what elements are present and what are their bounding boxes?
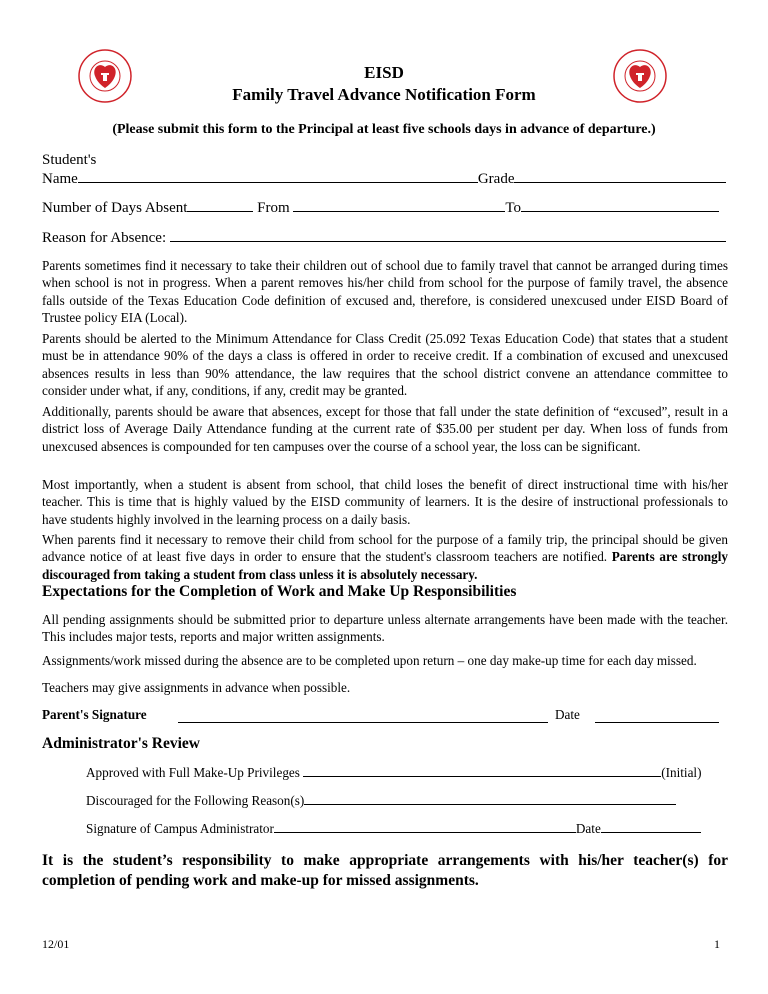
student-name-label: Name bbox=[42, 171, 78, 187]
expectation-advance-assignments: Teachers may give assignments in advance when possible. bbox=[42, 680, 351, 695]
paragraph-instructional-time: Most importantly, when a student is absent from school, that child loses the benefit of direct instructional time with his/her teacher. This is time that is highly valued by the EISD community of learners. It is the desire of instructional professionals to have students highly involved in the learning process on a daily basis. bbox=[42, 477, 728, 527]
approved-label: Approved with Full Make-Up Privileges bbox=[86, 765, 300, 780]
discouraged-label: Discouraged for the Following Reason(s) bbox=[86, 793, 305, 808]
advance-notice-text: When parents find it necessary to remove their child from school for the purpose of a family trip, the principal should be given advance notice of at least five days in order to ensure that the student's classroom teachers are notified. bbox=[42, 532, 728, 565]
reason-row bbox=[42, 227, 732, 248]
grade-label: Grade bbox=[477, 171, 515, 187]
parent-date-field[interactable] bbox=[595, 722, 719, 723]
campus-admin-signature-field[interactable] bbox=[274, 820, 576, 833]
student-name-field[interactable] bbox=[78, 168, 478, 183]
student-label-1: Student's bbox=[42, 152, 97, 168]
advance-notice-bold: Parents are strongly discouraged from taking a student from class unless it is absolutely necessary. bbox=[42, 549, 728, 582]
form-subtitle: (Please submit this form to the Principal at least five schools days in advance of departure.) bbox=[112, 122, 656, 137]
footer-date-code: 12/01 bbox=[42, 937, 70, 951]
campus-admin-date-field[interactable] bbox=[601, 820, 701, 833]
campus-admin-row bbox=[86, 820, 726, 837]
expectation-missed-work: Assignments/work missed during the absence are to be completed upon return – one day make-up time for each day missed. bbox=[42, 653, 697, 668]
reason-field[interactable] bbox=[170, 227, 726, 242]
form-title bbox=[0, 62, 768, 106]
days-absent-label: Number of Days Absent bbox=[42, 200, 188, 216]
paragraph-family-travel: Parents sometimes find it necessary to take their children out of school due to family travel that cannot be arranged during times when school is not in progress. When a parent removes his/her child from school for the purpose of family travel, the absence falls outside of the Texas Education Code definition of excused and, therefore, is considered unexcused under EISD Board of Trustee policy EIA (Local). bbox=[42, 258, 728, 325]
campus-admin-label: Signature of Campus Administrator bbox=[86, 821, 274, 836]
days-absent-field[interactable] bbox=[187, 197, 253, 212]
grade-field[interactable] bbox=[514, 168, 726, 183]
student-name-row bbox=[42, 168, 732, 189]
title-line-2: Family Travel Advance Notification Form bbox=[232, 85, 536, 104]
parent-date-label: Date bbox=[555, 707, 580, 722]
discouraged-row bbox=[86, 792, 726, 809]
title-line-1: EISD bbox=[364, 63, 404, 82]
discouraged-reason-field[interactable] bbox=[304, 792, 676, 805]
paragraph-advance-notice bbox=[42, 531, 728, 583]
page-number: 1 bbox=[714, 937, 720, 951]
paragraph-funding-loss: Additionally, parents should be aware that absences, except for those that fall under the state definition of “excused”, result in a district loss of Average Daily Attendance funding at the current rate of $35.00 per student per day. When loss of funds from unexcused absences is compounded for ten campuses over the course of a school year, the loss can be significant. bbox=[42, 404, 728, 454]
parent-signature-label: Parent's Signature bbox=[42, 707, 147, 722]
days-absent-row bbox=[42, 197, 732, 218]
to-label: To bbox=[505, 200, 522, 216]
admin-review-heading: Administrator's Review bbox=[42, 735, 200, 752]
expectation-pending-assignments: All pending assignments should be submitted prior to departure unless alternate arrangements have been made with the teacher. This includes major tests, reports and major written assignments. bbox=[42, 612, 728, 645]
from-label: From bbox=[257, 200, 290, 216]
to-date-field[interactable] bbox=[521, 197, 719, 212]
expectations-heading: Expectations for the Completion of Work and Make Up Responsibilities bbox=[42, 583, 517, 600]
approved-row bbox=[86, 764, 726, 781]
initial-label: (Initial) bbox=[661, 765, 702, 780]
campus-admin-date-label: Date bbox=[575, 821, 601, 836]
approved-initial-field[interactable] bbox=[303, 764, 661, 777]
student-responsibility-statement: It is the student’s responsibility to make appropriate arrangements with his/her teacher(s) for completion of pending work and make-up for missed assignments. bbox=[42, 852, 728, 889]
paragraph-minimum-attendance: Parents should be alerted to the Minimum Attendance for Class Credit (25.092 Texas Education Code) that states that a student must be in attendance 90% of the days a class is offered in order to receive credit. If a combination of excused and unexcused absences results in less than 90% attendance, the law requires that the school district convene an attendance committee to consider under what, if any, conditions, if any, credit may be granted. bbox=[42, 331, 728, 398]
parent-signature-field[interactable] bbox=[178, 722, 548, 723]
reason-label: Reason for Absence: bbox=[42, 230, 167, 246]
from-date-field[interactable] bbox=[293, 197, 505, 212]
